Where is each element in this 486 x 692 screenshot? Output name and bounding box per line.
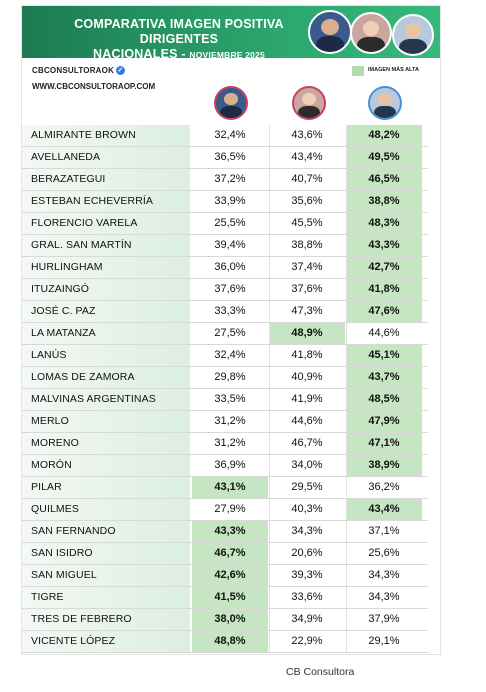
column-divider bbox=[346, 235, 347, 256]
value-cell: 45,5% bbox=[291, 217, 323, 229]
value-cell: 48,2% bbox=[346, 125, 422, 146]
value-cell: 33,9% bbox=[214, 195, 246, 207]
value-cell: 27,5% bbox=[214, 327, 246, 339]
title-line-1: COMPARATIVA IMAGEN POSITIVA DIRIGENTES bbox=[74, 17, 284, 46]
column-divider bbox=[346, 301, 347, 322]
column-divider bbox=[346, 279, 347, 300]
column-divider bbox=[269, 499, 270, 520]
column-divider bbox=[269, 191, 270, 212]
table-row bbox=[22, 499, 440, 521]
value-cell: 36,9% bbox=[214, 459, 246, 471]
district-name: MORÓN bbox=[31, 459, 72, 471]
column-divider bbox=[269, 301, 270, 322]
table-row bbox=[22, 631, 440, 653]
column-divider bbox=[269, 521, 270, 542]
brand-site: WWW.CBCONSULTORAOP.COM bbox=[32, 82, 156, 91]
column-divider bbox=[346, 521, 347, 542]
value-cell: 44,6% bbox=[368, 327, 400, 339]
column-divider bbox=[346, 565, 347, 586]
district-name: LA MATANZA bbox=[31, 327, 96, 339]
district-name: VICENTE LÓPEZ bbox=[31, 635, 116, 647]
column-divider bbox=[346, 499, 347, 520]
value-cell: 33,5% bbox=[214, 393, 246, 405]
kirchner-column-avatar bbox=[292, 86, 326, 120]
value-cell: 41,8% bbox=[346, 279, 422, 300]
value-cell: 46,5% bbox=[346, 169, 422, 190]
value-cell: 38,8% bbox=[291, 239, 323, 251]
district-name: ESTEBAN ECHEVERRÍA bbox=[31, 195, 153, 207]
value-cell: 47,1% bbox=[346, 433, 422, 454]
district-name: SAN ISIDRO bbox=[31, 547, 93, 559]
district-name: LOMAS DE ZAMORA bbox=[31, 371, 135, 383]
district-name: GRAL. SAN MARTÍN bbox=[31, 239, 132, 251]
column-divider bbox=[269, 631, 270, 652]
value-cell: 37,6% bbox=[214, 283, 246, 295]
column-divider bbox=[269, 147, 270, 168]
value-cell: 34,9% bbox=[291, 613, 323, 625]
column-divider bbox=[346, 609, 347, 630]
value-cell: 43,4% bbox=[291, 151, 323, 163]
column-divider bbox=[269, 609, 270, 630]
column-divider bbox=[346, 147, 347, 168]
value-cell: 20,6% bbox=[291, 547, 323, 559]
table-row bbox=[22, 345, 440, 367]
value-cell: 47,6% bbox=[346, 301, 422, 322]
value-cell: 27,9% bbox=[214, 503, 246, 515]
district-name: TRES DE FEBRERO bbox=[31, 613, 132, 625]
brand-handle bbox=[32, 66, 125, 75]
table-row bbox=[22, 213, 440, 235]
value-cell: 29,5% bbox=[291, 481, 323, 493]
column-divider bbox=[269, 411, 270, 432]
column-divider bbox=[346, 213, 347, 234]
value-cell: 33,3% bbox=[214, 305, 246, 317]
district-name: MERLO bbox=[31, 415, 69, 427]
value-cell: 31,2% bbox=[214, 415, 246, 427]
value-cell: 47,3% bbox=[291, 305, 323, 317]
value-cell: 37,2% bbox=[214, 173, 246, 185]
table-row bbox=[22, 477, 440, 499]
table-row bbox=[22, 565, 440, 587]
value-cell: 45,1% bbox=[346, 345, 422, 366]
column-divider bbox=[269, 587, 270, 608]
value-cell: 38,8% bbox=[346, 191, 422, 212]
column-divider bbox=[269, 279, 270, 300]
value-cell: 44,6% bbox=[291, 415, 323, 427]
kirchner-header-avatar bbox=[350, 12, 392, 54]
value-cell: 34,3% bbox=[368, 569, 400, 581]
value-cell: 36,0% bbox=[214, 261, 246, 273]
table-row bbox=[22, 235, 440, 257]
value-cell: 46,7% bbox=[192, 543, 268, 564]
column-divider bbox=[269, 345, 270, 366]
verified-check-icon: ✓ bbox=[117, 67, 124, 75]
table-row bbox=[22, 455, 440, 477]
district-name: TIGRE bbox=[31, 591, 64, 603]
table-row bbox=[22, 125, 440, 147]
column-divider bbox=[346, 169, 347, 190]
column-divider bbox=[269, 543, 270, 564]
value-cell: 32,4% bbox=[214, 129, 246, 141]
value-cell: 29,1% bbox=[368, 635, 400, 647]
table-row bbox=[22, 301, 440, 323]
table-row bbox=[22, 367, 440, 389]
value-cell: 43,7% bbox=[346, 367, 422, 388]
value-cell: 36,2% bbox=[368, 481, 400, 493]
value-cell: 48,3% bbox=[346, 213, 422, 234]
milei-column-avatar bbox=[214, 86, 248, 120]
table-row bbox=[22, 147, 440, 169]
table-row bbox=[22, 609, 440, 631]
value-cell: 38,0% bbox=[192, 609, 268, 630]
value-cell: 41,8% bbox=[291, 349, 323, 361]
column-divider bbox=[346, 125, 347, 146]
district-name: BERAZATEGUI bbox=[31, 173, 106, 185]
district-name: HURLINGHAM bbox=[31, 261, 103, 273]
value-cell: 32,4% bbox=[214, 349, 246, 361]
value-cell: 36,5% bbox=[214, 151, 246, 163]
table-row bbox=[22, 389, 440, 411]
column-divider bbox=[346, 631, 347, 652]
value-cell: 41,5% bbox=[192, 587, 268, 608]
district-name: MORENO bbox=[31, 437, 79, 449]
value-cell: 40,9% bbox=[291, 371, 323, 383]
value-cell: 48,8% bbox=[192, 631, 268, 652]
column-divider bbox=[269, 477, 270, 498]
value-cell: 43,4% bbox=[346, 499, 422, 520]
column-divider bbox=[346, 367, 347, 388]
district-name: JOSÉ C. PAZ bbox=[31, 305, 96, 317]
value-cell: 43,3% bbox=[346, 235, 422, 256]
value-cell: 35,6% bbox=[291, 195, 323, 207]
column-divider bbox=[269, 213, 270, 234]
district-name: ALMIRANTE BROWN bbox=[31, 129, 136, 141]
district-name: PILAR bbox=[31, 481, 62, 493]
value-cell: 22,9% bbox=[291, 635, 323, 647]
legend-swatch bbox=[352, 66, 364, 76]
table-row bbox=[22, 169, 440, 191]
value-cell: 25,6% bbox=[368, 547, 400, 559]
value-cell: 31,2% bbox=[214, 437, 246, 449]
district-name: SAN FERNANDO bbox=[31, 525, 116, 537]
table-row bbox=[22, 587, 440, 609]
value-cell: 43,3% bbox=[192, 521, 268, 542]
value-cell: 37,1% bbox=[368, 525, 400, 537]
column-divider bbox=[269, 389, 270, 410]
column-divider bbox=[269, 565, 270, 586]
value-cell: 42,7% bbox=[346, 257, 422, 278]
value-cell: 42,6% bbox=[192, 565, 268, 586]
value-cell: 48,5% bbox=[346, 389, 422, 410]
table-row bbox=[22, 323, 440, 345]
brand-handle-text: CBCONSULTORAOK bbox=[32, 66, 115, 75]
value-cell: 38,9% bbox=[346, 455, 422, 476]
column-divider bbox=[269, 367, 270, 388]
table-row bbox=[22, 279, 440, 301]
value-cell: 40,3% bbox=[291, 503, 323, 515]
table-row bbox=[22, 191, 440, 213]
column-divider bbox=[346, 191, 347, 212]
value-cell: 40,7% bbox=[291, 173, 323, 185]
table-row bbox=[22, 257, 440, 279]
kicillof-column-avatar bbox=[368, 86, 402, 120]
value-cell: 46,7% bbox=[291, 437, 323, 449]
table-card bbox=[22, 6, 440, 654]
milei-header-avatar bbox=[308, 10, 352, 54]
district-name: FLORENCIO VARELA bbox=[31, 217, 138, 229]
column-divider bbox=[346, 345, 347, 366]
title-date: NOVIEMBRE 2025 bbox=[189, 50, 265, 60]
district-name: ITUZAINGÓ bbox=[31, 283, 90, 295]
source-caption: CB Consultora bbox=[286, 666, 355, 678]
value-cell: 39,4% bbox=[214, 239, 246, 251]
column-divider bbox=[346, 477, 347, 498]
district-name: AVELLANEDA bbox=[31, 151, 101, 163]
title-line-2: NACIONALES - bbox=[93, 47, 190, 61]
column-divider bbox=[269, 235, 270, 256]
value-cell: 34,3% bbox=[291, 525, 323, 537]
value-cell: 37,9% bbox=[368, 613, 400, 625]
column-divider bbox=[346, 323, 347, 344]
column-divider bbox=[269, 433, 270, 454]
value-cell: 41,9% bbox=[291, 393, 323, 405]
value-cell: 37,6% bbox=[291, 283, 323, 295]
legend-label: IMAGEN MÁS ALTA bbox=[368, 67, 419, 73]
column-divider bbox=[346, 433, 347, 454]
kicillof-header-avatar bbox=[392, 14, 434, 56]
column-divider bbox=[346, 257, 347, 278]
column-divider bbox=[346, 587, 347, 608]
table-row bbox=[22, 411, 440, 433]
column-divider bbox=[346, 455, 347, 476]
column-divider bbox=[269, 257, 270, 278]
column-divider bbox=[346, 389, 347, 410]
value-cell: 48,9% bbox=[269, 323, 345, 344]
value-cell: 49,5% bbox=[346, 147, 422, 168]
value-cell: 39,3% bbox=[291, 569, 323, 581]
value-cell: 29,8% bbox=[214, 371, 246, 383]
column-divider bbox=[269, 455, 270, 476]
value-cell: 43,6% bbox=[291, 129, 323, 141]
column-divider bbox=[346, 543, 347, 564]
column-divider bbox=[269, 323, 270, 344]
value-cell: 43,1% bbox=[192, 477, 268, 498]
table-row bbox=[22, 433, 440, 455]
table-row bbox=[22, 521, 440, 543]
column-divider bbox=[269, 169, 270, 190]
value-cell: 34,3% bbox=[368, 591, 400, 603]
value-cell: 33,6% bbox=[291, 591, 323, 603]
header-banner bbox=[22, 6, 440, 61]
district-name: MALVINAS ARGENTINAS bbox=[31, 393, 156, 405]
column-divider bbox=[346, 411, 347, 432]
district-name: LANÚS bbox=[31, 349, 67, 361]
value-cell: 47,9% bbox=[346, 411, 422, 432]
value-cell: 34,0% bbox=[291, 459, 323, 471]
value-cell: 37,4% bbox=[291, 261, 323, 273]
page-title bbox=[34, 17, 324, 63]
district-name: QUILMES bbox=[31, 503, 79, 515]
table-row bbox=[22, 543, 440, 565]
value-cell: 25,5% bbox=[214, 217, 246, 229]
district-name: SAN MIGUEL bbox=[31, 569, 97, 581]
column-divider bbox=[269, 125, 270, 146]
